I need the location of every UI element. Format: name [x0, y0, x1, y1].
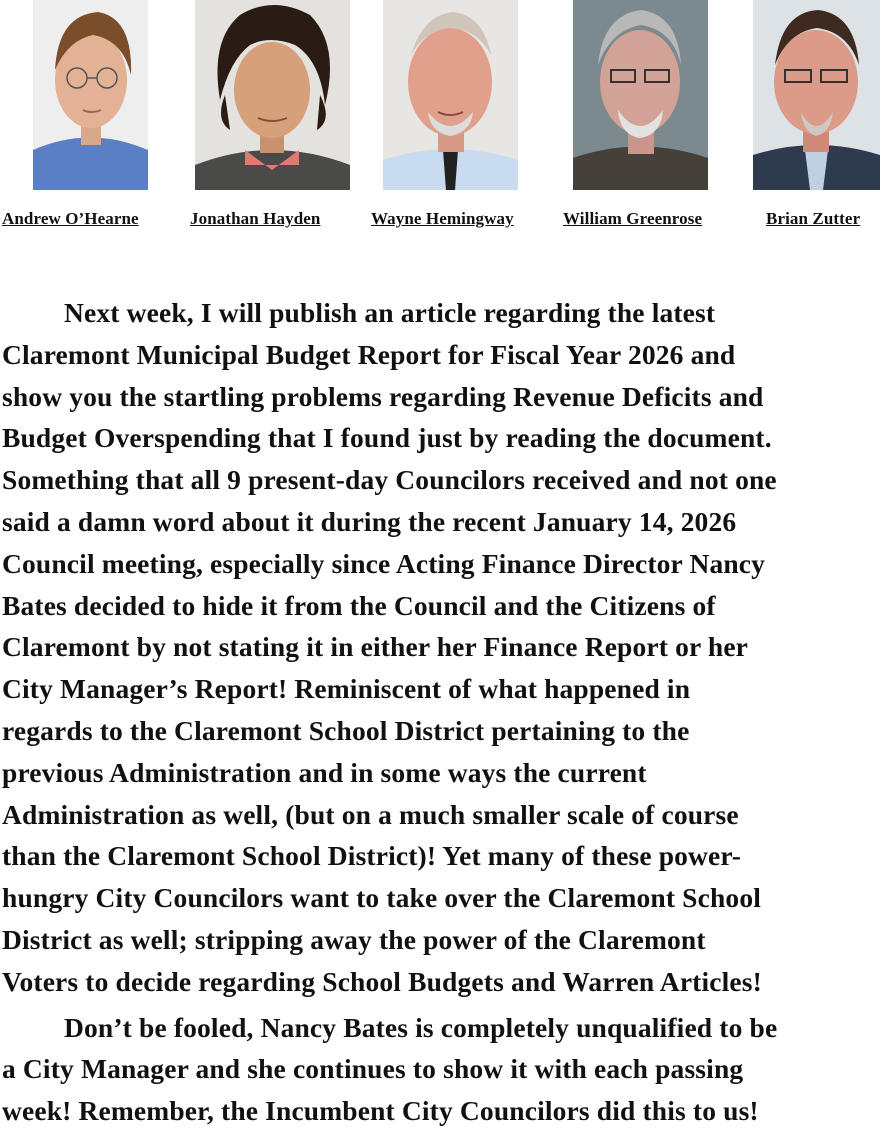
- portrait-william-greenrose: [573, 0, 708, 190]
- article-line: than the Claremont School District)! Yet many of these power-: [2, 840, 742, 872]
- article-line: Claremont Municipal Budget Report for Fiscal Year 2026 and: [2, 338, 736, 370]
- article-line: Next week, I will publish an article regarding the latest: [64, 297, 716, 328]
- article-line: Budget Overspending that I found just by reading the document.: [2, 422, 772, 454]
- article-line: City Manager’s Report! Reminiscent of what happened in: [2, 673, 691, 705]
- article-line: Something that all 9 present-day Councilors received and not one: [2, 464, 777, 496]
- article-line: a City Manager and she continues to show it with each passing: [2, 1053, 744, 1085]
- article-line: said a damn word about it during the recent January 14, 2026: [2, 505, 737, 537]
- article-line: show you the startling problems regarding Revenue Deficits and: [2, 380, 764, 412]
- article-line: regards to the Claremont School District pertaining to the: [2, 714, 690, 746]
- article-line: week! Remember, the Incumbent City Councilors did this to us!: [2, 1095, 759, 1127]
- caption-wayne-hemingway: Wayne Hemingway: [371, 209, 514, 228]
- article-line: Bates decided to hide it from the Council and the Citizens of: [2, 589, 716, 621]
- caption-andrew-ohearne: Andrew O’Hearne: [2, 209, 139, 228]
- caption-jonathan-hayden: Jonathan Hayden: [190, 209, 321, 228]
- caption-brian-zutter: Brian Zutter: [766, 209, 861, 228]
- portrait-andrew-ohearne: [33, 0, 148, 190]
- article-line: hungry City Councilors want to take over the Claremont School: [2, 882, 762, 914]
- article-body: [2, 292, 880, 1132]
- article-line: Administration as well, (but on a much smaller scale of course: [2, 798, 739, 830]
- article-line: Claremont by not stating it in either her Finance Report or her: [2, 631, 749, 663]
- article-line: Council meeting, especially since Acting Finance Director Nancy: [2, 547, 766, 579]
- portrait-brian-zutter: [753, 0, 880, 190]
- article-line: Voters to decide regarding School Budgets and Warren Articles!: [2, 965, 762, 997]
- article-line: District as well; stripping away the power of the Claremont: [2, 923, 706, 955]
- article-line: Don’t be fooled, Nancy Bates is completely unqualified to be: [64, 1011, 778, 1043]
- portrait-wayne-hemingway: [383, 0, 518, 190]
- portrait-jonathan-hayden: [195, 0, 350, 190]
- article-line: previous Administration and in some ways the current: [2, 756, 647, 788]
- caption-william-greenrose: William Greenrose: [563, 209, 703, 228]
- article-paragraph-1: [2, 292, 880, 1003]
- article-paragraph-2: [2, 1007, 880, 1132]
